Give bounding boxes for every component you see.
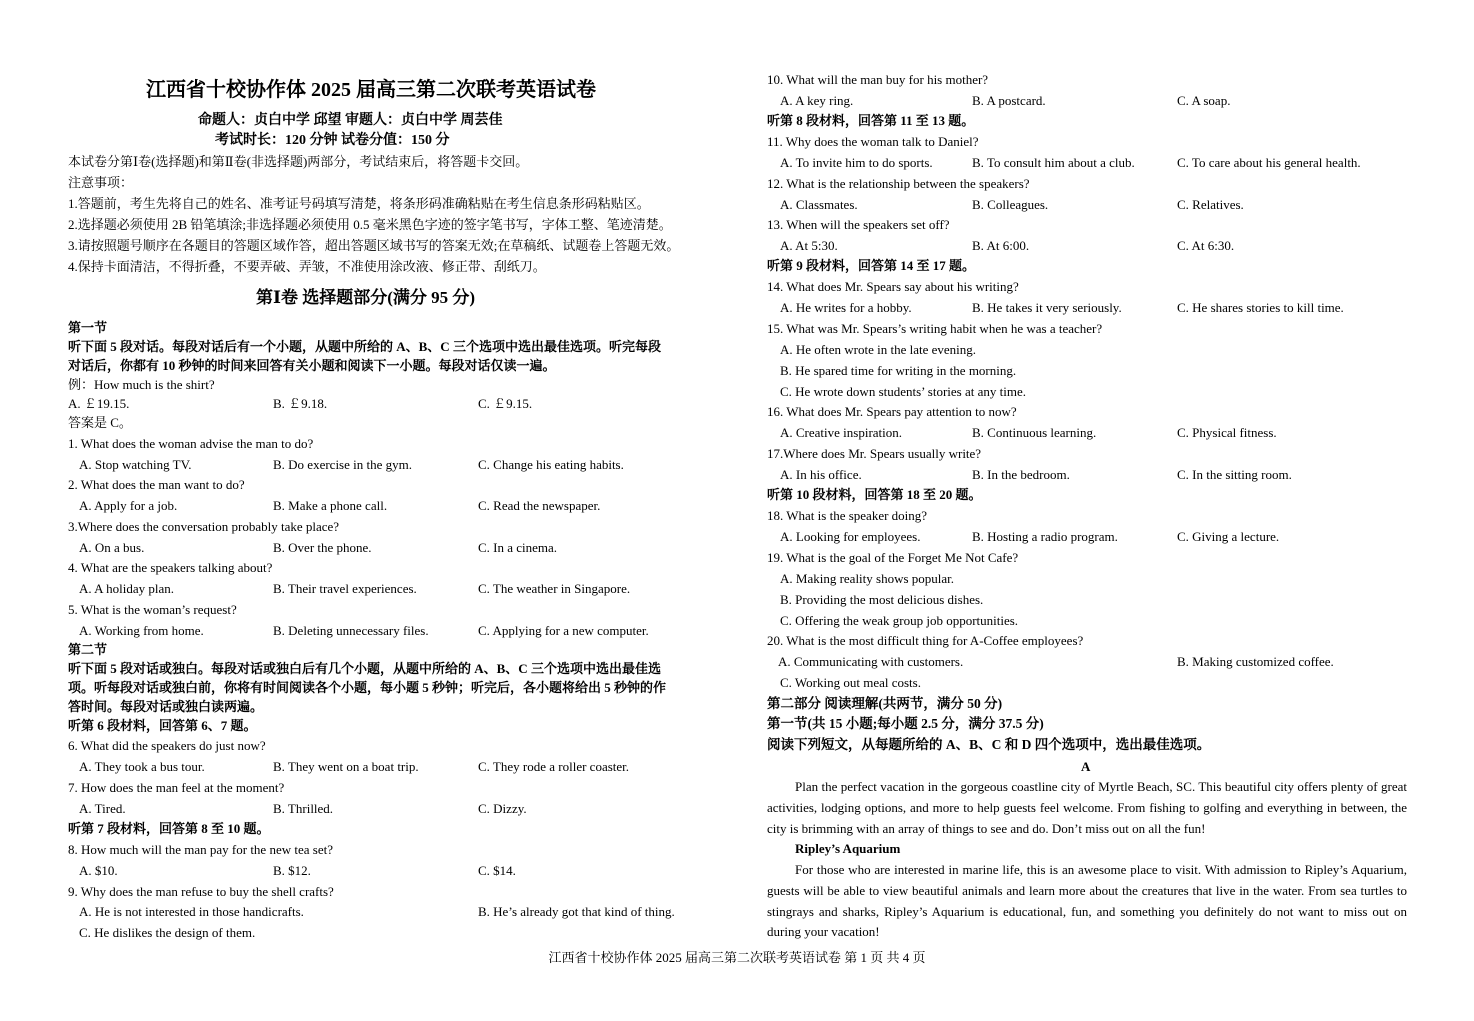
- question-13: 13. When will the speakers set off?: [767, 217, 950, 232]
- option-a: A. A holiday plan.: [79, 581, 174, 596]
- material-6-heading: 听第 6 段材料，回答第 6、7 题。: [68, 718, 257, 733]
- example-answer: 答案是 C。: [68, 415, 132, 430]
- question-10: 10. What will the man buy for his mother?: [767, 72, 989, 87]
- option-c: C. To care about his general health.: [1177, 155, 1361, 170]
- exam-description: 本试卷分第Ⅰ卷(选择题)和第Ⅱ卷(非选择题)两部分，考试结束后，将答题卡交回。: [68, 154, 529, 169]
- material-9-heading: 听第 9 段材料，回答第 14 至 17 题。: [767, 258, 976, 273]
- option-a: A. In his office.: [780, 467, 862, 482]
- option-c: C. Giving a lecture.: [1177, 529, 1280, 544]
- section1-instruction: 听下面 5 段对话。每段对话后有一个小题，从题中所给的 A、B、C 三个选项中选出最佳选项。听完每段: [68, 339, 661, 354]
- option-b: B. Making customized coffee.: [1177, 654, 1334, 669]
- option-c: C. He dislikes the design of them.: [79, 925, 256, 940]
- example-question: 例：How much is the shirt?: [68, 377, 215, 392]
- notes-title: 注意事项：: [68, 175, 134, 190]
- question-12: 12. What is the relationship between the speakers?: [767, 176, 1030, 191]
- question-2: 2. What does the man want to do?: [68, 477, 245, 492]
- example-option-a: A. ￡19.15.: [68, 396, 130, 411]
- option-c: C. Offering the weak group job opportunities.: [780, 613, 1019, 628]
- question-11: 11. Why does the woman talk to Daniel?: [767, 134, 979, 149]
- example-option-b: B. ￡9.18.: [273, 396, 328, 411]
- option-c: C. They rode a roller coaster.: [478, 759, 630, 774]
- option-a: A. Apply for a job.: [79, 498, 178, 513]
- option-b: B. Continuous learning.: [972, 425, 1097, 440]
- option-b: B. They went on a boat trip.: [273, 759, 419, 774]
- note-item: 4.保持卡面清洁，不得折叠，不要弄破、弄皱，不准使用涂改液、修正带、刮纸刀。: [68, 259, 546, 274]
- part2-instruction: 阅读下列短文，从每题所给的 A、B、C 和 D 四个选项中，选出最佳选项。: [767, 737, 1211, 752]
- question-20: 20. What is the most difficult thing for A-Coffee employees?: [767, 633, 1084, 648]
- option-c: C. Working out meal costs.: [780, 675, 921, 690]
- section2-instruction: 答时间。每段对话或独白读两遍。: [68, 699, 264, 714]
- option-a: A. They took a bus tour.: [79, 759, 205, 774]
- option-a: A. Tired.: [79, 801, 126, 816]
- material-7-heading: 听第 7 段材料，回答第 8 至 10 题。: [68, 821, 270, 836]
- option-a: A. Stop watching TV.: [79, 457, 192, 472]
- question-4: 4. What are the speakers talking about?: [68, 560, 273, 575]
- option-c: C. He wrote down students’ stories at any time.: [780, 384, 1026, 399]
- passage-heading: Ripley’s Aquarium: [795, 841, 901, 856]
- part2-title: 第二部分 阅读理解(共两节，满分 50 分): [767, 696, 1003, 711]
- question-5: 5. What is the woman’s request?: [68, 602, 237, 617]
- option-a: A. To invite him to do sports.: [780, 155, 933, 170]
- option-a: A. At 5:30.: [780, 238, 838, 253]
- question-19: 19. What is the goal of the Forget Me Not Cafe?: [767, 550, 1019, 565]
- option-a: A. Working from home.: [79, 623, 204, 638]
- option-a: A. He is not interested in those handicrafts.: [79, 904, 304, 919]
- option-b: B. A postcard.: [972, 93, 1046, 108]
- question-16: 16. What does Mr. Spears pay attention to now?: [767, 404, 1017, 419]
- question-17: 17.Where does Mr. Spears usually write?: [767, 446, 982, 461]
- option-c: C. Dizzy.: [478, 801, 527, 816]
- option-a: A. He often wrote in the late evening.: [780, 342, 977, 357]
- question-9: 9. Why does the man refuse to buy the shell crafts?: [68, 884, 334, 899]
- section1-instruction: 对话后，你都有 10 秒钟的时间来回答有关小题和阅读下一小题。每段对话仅读一遍。: [68, 358, 556, 373]
- section2-instruction: 项。听每段对话或独白前，你将有时间阅读各个小题，每小题 5 秒钟；听完后，各小题将给出 5 秒钟的作: [68, 680, 667, 695]
- option-c: C. Read the newspaper.: [478, 498, 601, 513]
- option-c: C. Change his eating habits.: [478, 457, 624, 472]
- question-15: 15. What was Mr. Spears’s writing habit when he was a teacher?: [767, 321, 1103, 336]
- passage-label: A: [1081, 759, 1091, 774]
- question-7: 7. How does the man feel at the moment?: [68, 780, 285, 795]
- option-b: B. Over the phone.: [273, 540, 372, 555]
- option-b: B. Colleagues.: [972, 197, 1049, 212]
- part1-title: 第Ⅰ卷 选择题部分(满分 95 分): [256, 288, 476, 307]
- option-b: B. Their travel experiences.: [273, 581, 417, 596]
- question-6: 6. What did the speakers do just now?: [68, 738, 266, 753]
- material-8-heading: 听第 8 段材料，回答第 11 至 13 题。: [767, 113, 975, 128]
- option-b: B. Do exercise in the gym.: [273, 457, 412, 472]
- option-b: B. Make a phone call.: [273, 498, 388, 513]
- note-item: 1.答题前，考生先将自己的姓名、准考证号码填写清楚，将条形码准确粘贴在考生信息条形码粘贴区。: [68, 196, 650, 211]
- page-footer: 江西省十校协作体 2025 届高三第二次联考英语试卷 第 1 页 共 4 页: [548, 950, 926, 965]
- option-a: A. Communicating with customers.: [778, 654, 964, 669]
- option-a: A. A key ring.: [780, 93, 854, 108]
- option-b: B. To consult him about a club.: [972, 155, 1135, 170]
- option-c: C. Physical fitness.: [1177, 425, 1277, 440]
- section2-label: 第二节: [68, 642, 108, 657]
- option-c: C. In the sitting room.: [1177, 467, 1292, 482]
- option-a: A. Creative inspiration.: [780, 425, 903, 440]
- question-3: 3.Where does the conversation probably take place?: [68, 519, 340, 534]
- section1-label: 第一节: [68, 320, 108, 335]
- option-b: B. He spared time for writing in the morning.: [780, 363, 1017, 378]
- passage-paragraph: Plan the perfect vacation in the gorgeous coastline city of Myrtle Beach, SC. This beautiful city offers plenty of great activities, lodging options, and more to help guests feel welcome. From fishing to golfing and everything in between, the city is brimming with an array of things to see and do. Don’t miss out on all the fun!: [767, 779, 1407, 836]
- option-b: B. $12.: [273, 863, 311, 878]
- option-b: B. At 6:00.: [972, 238, 1030, 253]
- exam-authors: 命题人：贞白中学 邱望 审题人：贞白中学 周芸佳: [198, 113, 503, 128]
- option-a: A. $10.: [79, 863, 118, 878]
- note-item: 3.请按照题号顺序在各题目的答题区域作答，超出答题区域书写的答案无效;在草稿纸、试题卷上答题无效。: [68, 238, 680, 253]
- option-c: C. At 6:30.: [1177, 238, 1235, 253]
- material-10-heading: 听第 10 段材料，回答第 18 至 20 题。: [767, 487, 982, 502]
- option-c: C. In a cinema.: [478, 540, 558, 555]
- question-8: 8. How much will the man pay for the new tea set?: [68, 842, 333, 857]
- option-a: A. Classmates.: [780, 197, 858, 212]
- question-14: 14. What does Mr. Spears say about his writing?: [767, 279, 1019, 294]
- option-b: B. Thrilled.: [273, 801, 334, 816]
- part2-section1: 第一节(共 15 小题;每小题 2.5 分，满分 37.5 分): [767, 716, 1044, 731]
- question-18: 18. What is the speaker doing?: [767, 508, 928, 523]
- option-a: A. He writes for a hobby.: [780, 300, 912, 315]
- option-b: B. Hosting a radio program.: [972, 529, 1118, 544]
- option-c: C. The weather in Singapore.: [478, 581, 631, 596]
- option-b: B. Deleting unnecessary files.: [273, 623, 429, 638]
- option-c: C. Applying for a new computer.: [478, 623, 649, 638]
- option-b: B. He takes it very seriously.: [972, 300, 1122, 315]
- option-b: B. In the bedroom.: [972, 467, 1070, 482]
- section2-instruction: 听下面 5 段对话或独白。每段对话或独白后有几个小题，从题中所给的 A、B、C 三个选项中选出最佳选: [68, 661, 661, 676]
- option-c: C. Relatives.: [1177, 197, 1244, 212]
- option-a: A. On a bus.: [79, 540, 145, 555]
- option-c: C. He shares stories to kill time.: [1177, 300, 1344, 315]
- option-b: B. Providing the most delicious dishes.: [780, 592, 984, 607]
- exam-title: 江西省十校协作体 2025 届高三第二次联考英语试卷: [146, 79, 596, 101]
- option-a: A. Looking for employees.: [780, 529, 921, 544]
- exam-time-score: 考试时长：120 分钟 试卷分值：150 分: [215, 133, 450, 148]
- option-b: B. He’s already got that kind of thing.: [478, 904, 675, 919]
- example-option-c: C. ￡9.15.: [478, 396, 533, 411]
- option-a: A. Making reality shows popular.: [780, 571, 955, 586]
- question-1: 1. What does the woman advise the man to do?: [68, 436, 314, 451]
- passage-paragraph: For those who are interested in marine life, this is an awesome place to visit. With admission to Ripley’s Aquarium, guests will be able to view beautiful animals and learn more about the creatures that live in the water. From sea turtles to stingrays and sharks, Ripley’s Aquarium is educational, fun, and something you definitely do not want to miss out on during your vacation!: [767, 862, 1407, 940]
- option-c: C. A soap.: [1177, 93, 1231, 108]
- note-item: 2.选择题必须使用 2B 铅笔填涂;非选择题必须使用 0.5 毫米黑色字迹的签字笔书写，字体工整、笔迹清楚。: [68, 217, 672, 232]
- option-c: C. $14.: [478, 863, 516, 878]
